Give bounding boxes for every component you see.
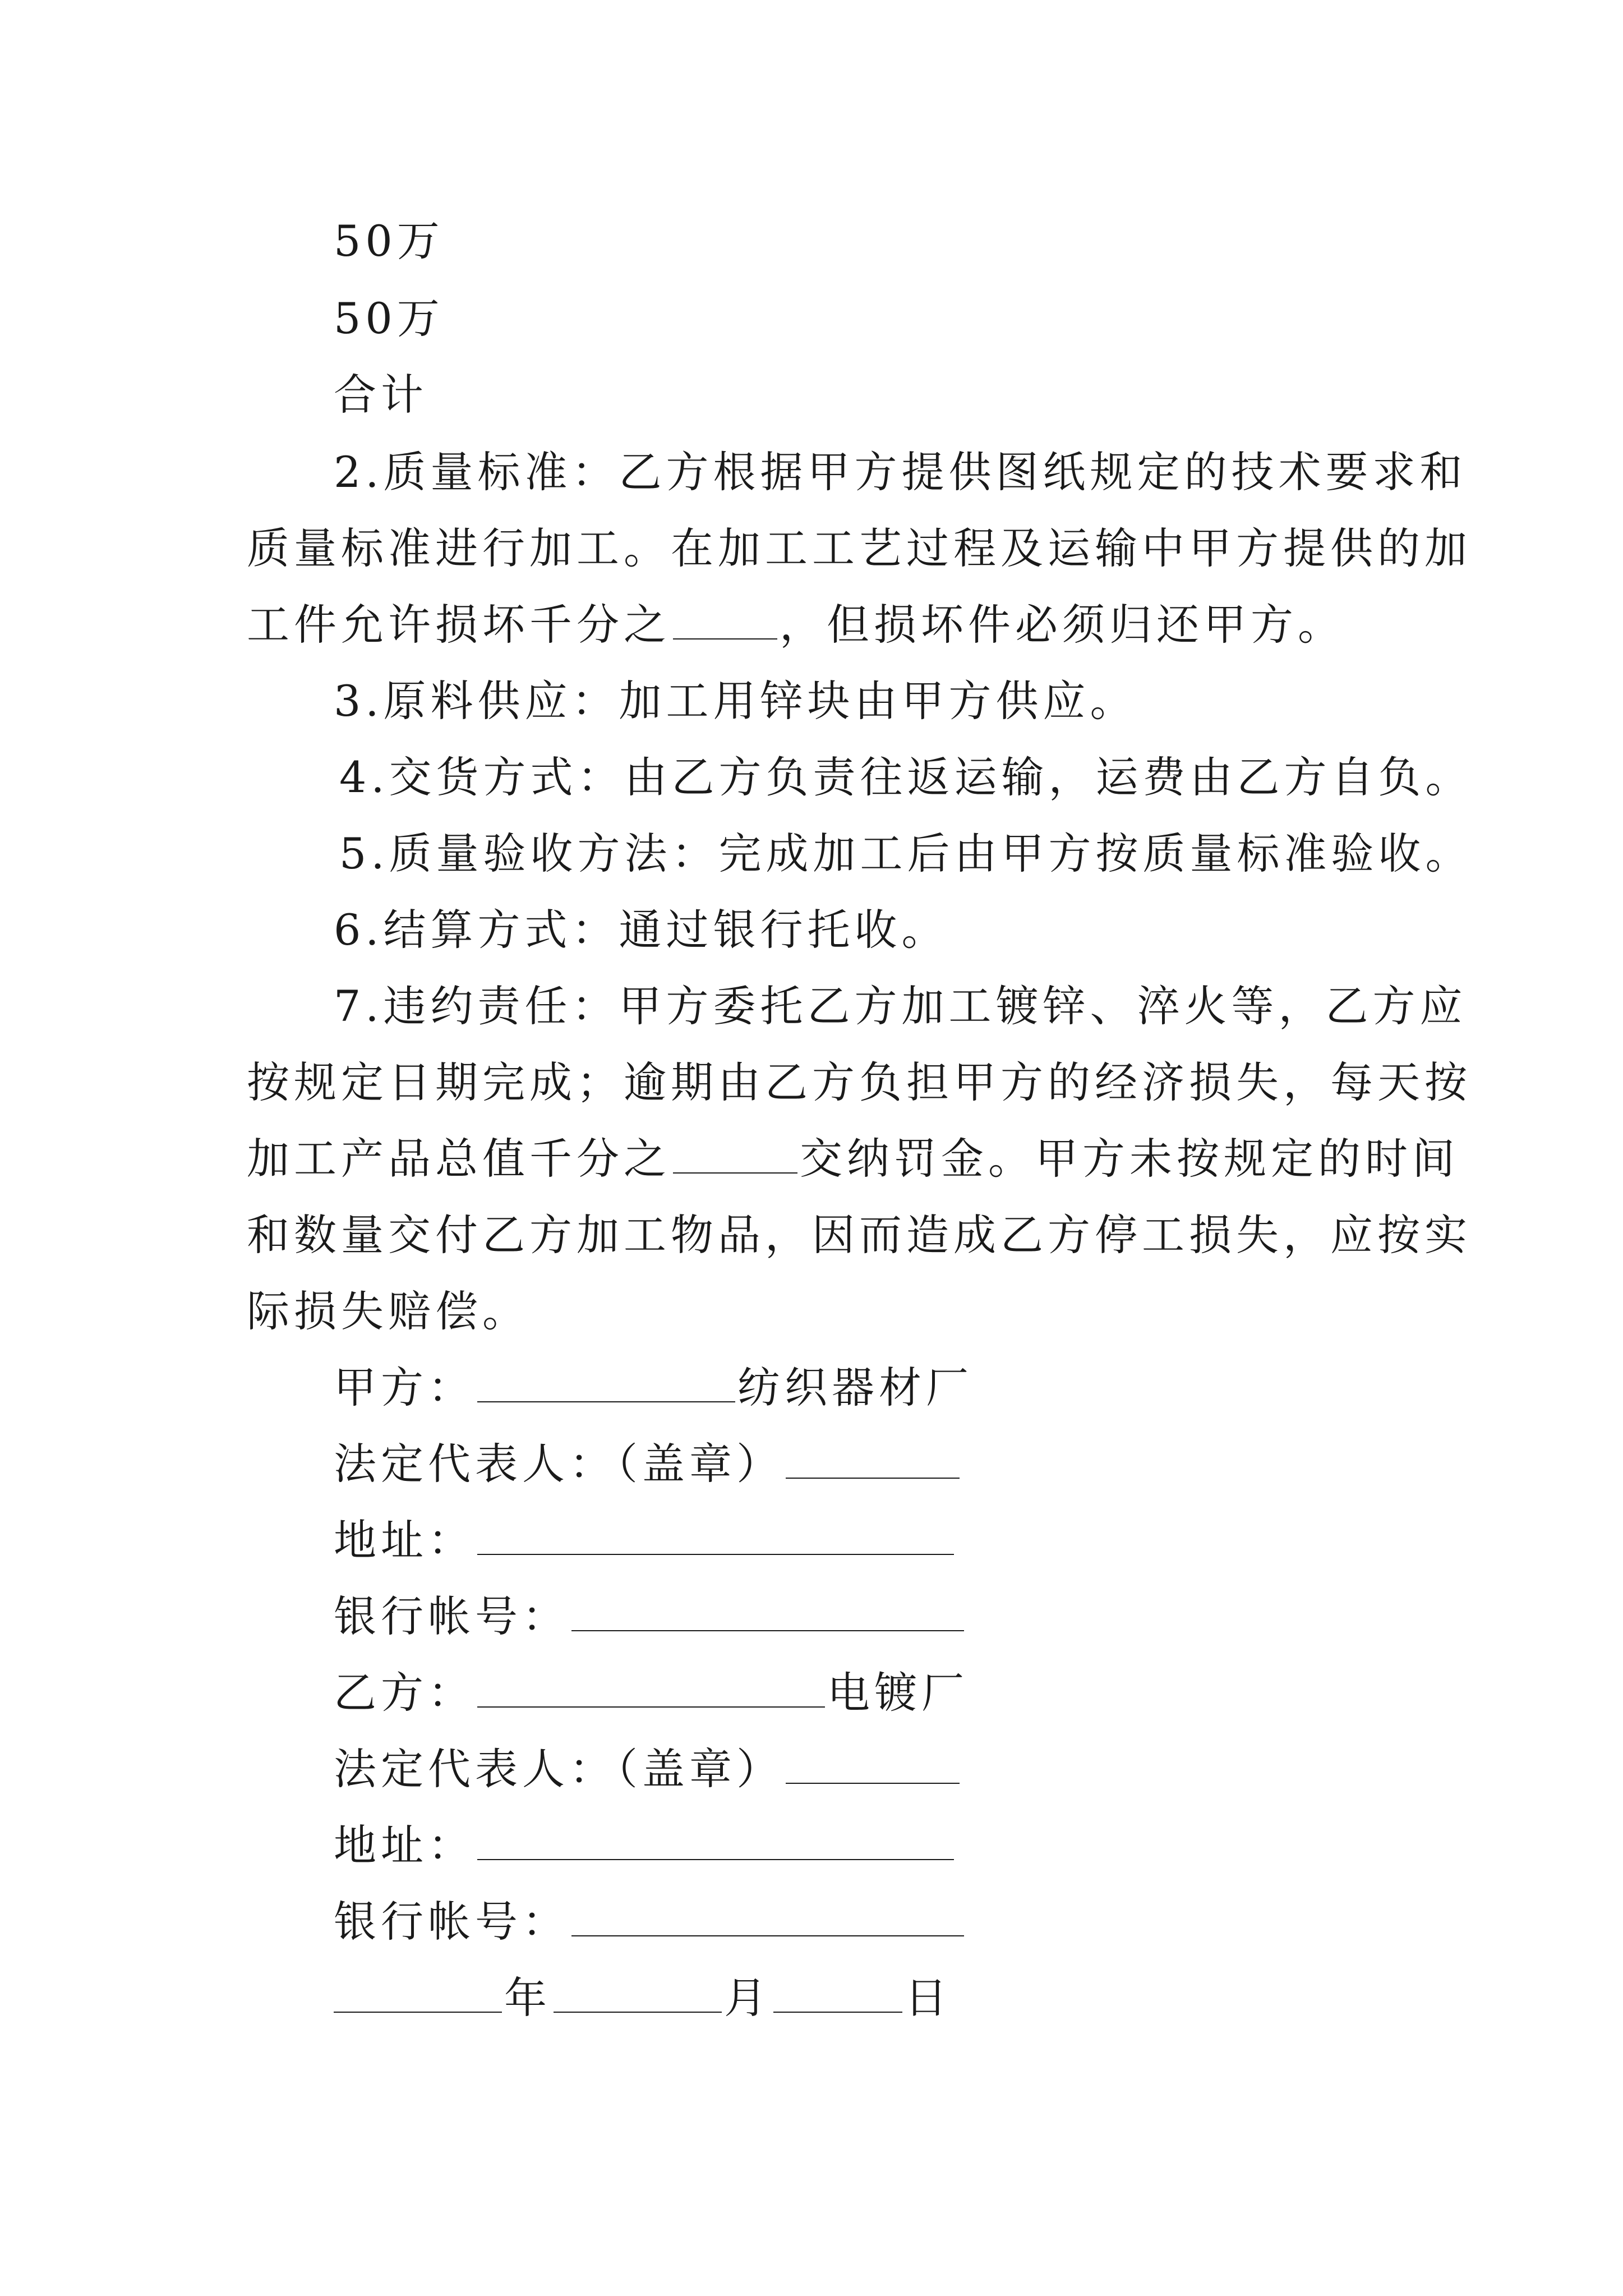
- clause-material-supply: 3.原料供应：加工用锌块由甲方供应。: [334, 676, 1137, 726]
- party-b-name-suffix: 电镀厂: [827, 1668, 969, 1718]
- clause-settlement-method: 6.结算方式：通过银行托收。: [334, 905, 949, 955]
- clause-breach-line-1: 7.违约责任：甲方委托乙方加工镀锌、淬火等，乙方应: [334, 981, 1467, 1031]
- clause-quality-line-1: 2.质量标准：乙方根据甲方提供图纸规定的技术要求和: [334, 447, 1467, 497]
- clause-breach-line-5: 际损失赔偿。: [247, 1286, 529, 1336]
- date-month-blank[interactable]: [554, 1971, 722, 2013]
- party-b-address-row: [334, 1818, 956, 1874]
- party-a-rep-label: 法定代表人：（盖章）: [334, 1439, 783, 1489]
- clause-breach-line-4: 和数量交付乙方加工物品，因而造成乙方停工损失，应按实: [247, 1210, 1472, 1260]
- clause-inspection-method: 5.质量验收方法：完成加工后由甲方按质量标准验收。: [339, 829, 1473, 878]
- date-year-blank[interactable]: [334, 1971, 502, 2013]
- party-a-address-label: 地址：: [334, 1515, 475, 1565]
- date-year-label: 年: [504, 1973, 551, 2023]
- party-a-rep-blank[interactable]: [786, 1437, 960, 1479]
- table-total-label: 合计: [334, 370, 428, 420]
- date-day-blank[interactable]: [773, 1971, 902, 2013]
- clause-quality-line-3-a: 工件允许损坏千分之: [247, 600, 671, 650]
- party-a-name-label: 甲方：: [334, 1363, 475, 1412]
- party-b-address-label: 地址：: [334, 1820, 475, 1870]
- table-row-amount-2: 50万: [334, 293, 444, 343]
- clause-breach-line-3-a: 加工产品总值千分之: [247, 1134, 671, 1184]
- clause-quality-line-3: [247, 597, 1345, 653]
- date-day-label: 日: [905, 1973, 952, 2023]
- party-b-rep-row: [334, 1741, 962, 1797]
- party-b-name-label: 乙方：: [334, 1668, 475, 1718]
- party-a-bank-blank[interactable]: [571, 1590, 964, 1631]
- clause-breach-line-2: 按规定日期完成；逾期由乙方负担甲方的经济损失，每天按: [247, 1057, 1472, 1107]
- party-b-bank-row: [334, 1894, 966, 1950]
- penalty-rate-blank[interactable]: [673, 1132, 797, 1174]
- table-row-amount-1: 50万: [334, 216, 444, 266]
- clause-quality-line-2: 质量标准进行加工。在加工工艺过程及运输中甲方提供的加: [247, 523, 1472, 573]
- signing-date-row: [334, 1970, 952, 2026]
- date-month-label: 月: [724, 1973, 771, 2023]
- party-a-name-blank[interactable]: [477, 1361, 735, 1402]
- party-a-bank-row: [334, 1589, 966, 1645]
- clause-quality-line-3-b: ，但损坏件必须归还甲方。: [780, 600, 1345, 650]
- party-a-name-suffix: 纺织器材厂: [737, 1363, 973, 1412]
- party-b-name-blank[interactable]: [477, 1666, 825, 1708]
- clause-breach-line-3: [247, 1131, 1459, 1187]
- party-a-name-row: [334, 1360, 973, 1416]
- party-b-rep-label: 法定代表人：（盖章）: [334, 1744, 783, 1794]
- party-b-bank-blank[interactable]: [571, 1895, 964, 1936]
- party-b-name-row: [334, 1665, 969, 1721]
- party-a-bank-label: 银行帐号：: [334, 1591, 569, 1641]
- party-b-rep-blank[interactable]: [786, 1742, 960, 1784]
- clause-delivery-method: 4.交货方式：由乙方负责往返运输，运费由乙方自负。: [339, 752, 1473, 802]
- clause-breach-line-3-b: 交纳罚金。甲方未按规定的时间: [800, 1134, 1459, 1184]
- party-a-address-blank[interactable]: [477, 1513, 954, 1555]
- party-b-address-blank[interactable]: [477, 1819, 954, 1860]
- damage-rate-blank[interactable]: [673, 598, 777, 639]
- party-b-bank-label: 银行帐号：: [334, 1897, 569, 1947]
- party-a-rep-row: [334, 1436, 962, 1492]
- party-a-address-row: [334, 1512, 956, 1568]
